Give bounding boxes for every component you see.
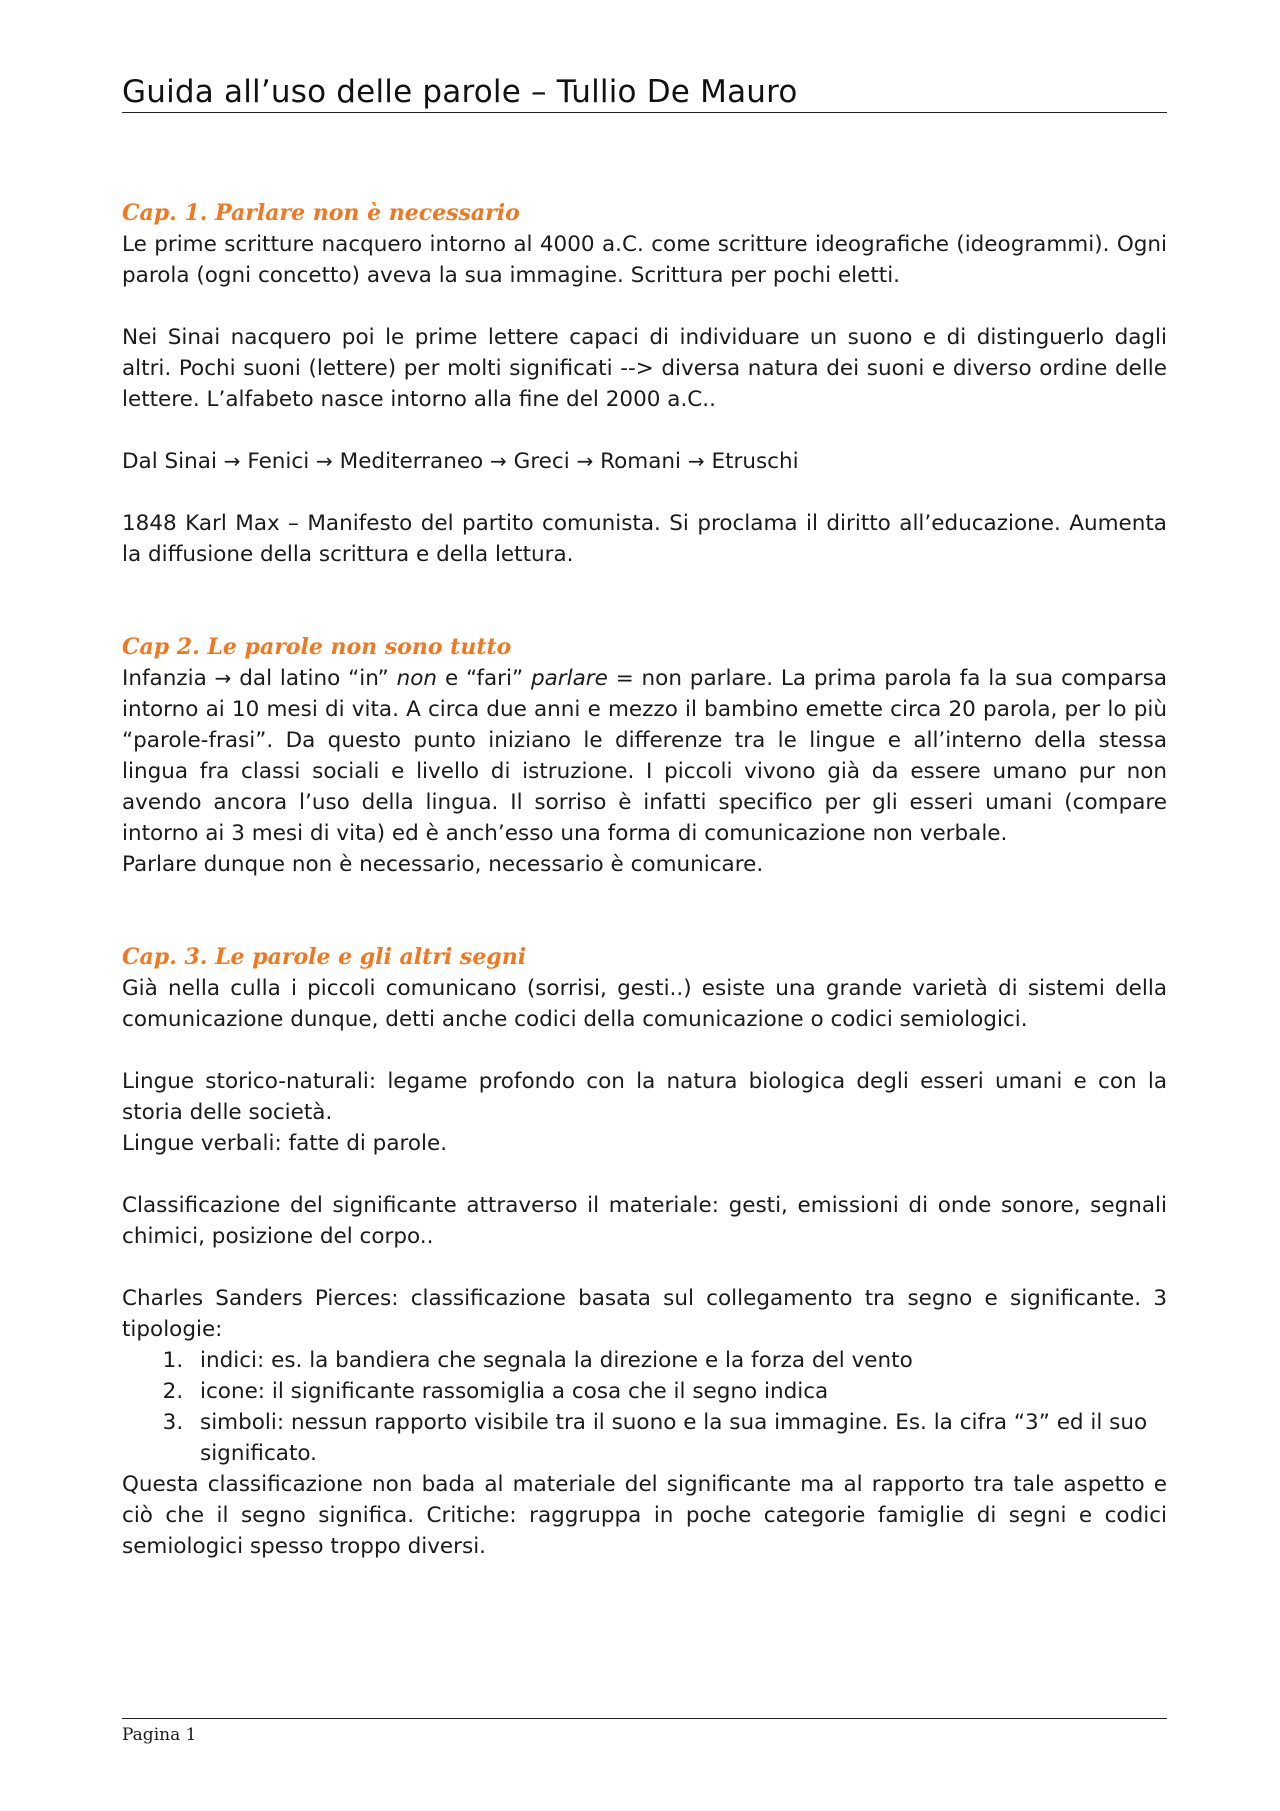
chapter-1-paragraph-2: Nei Sinai nacquero poi le prime lettere capaci di individuare un suono e di distinguerlo dagli altri. Pochi suoni (lettere) per molti significati --> diversa natura dei suoni e diverso ordine delle lettere. L’alfabeto nasce intorno alla fine del 2000 a.C..: [122, 325, 1167, 412]
text-span: e “fari”: [444, 666, 524, 691]
chain-item: Etruschi: [711, 449, 799, 474]
chapter-3-paragraph-4: Classificazione del significante attraverso il materiale: gesti, emissioni di onde sonore, segnali chimici, posizione del corpo..: [122, 1193, 1167, 1249]
list-item: 2. icone: il significante rassomiglia a cosa che il segno indica: [190, 1376, 1167, 1407]
chain-item: Greci: [513, 449, 570, 474]
page-header: [122, 74, 1167, 113]
chapter-3-paragraph-1: Già nella culla i piccoli comunicano (sorrisi, gesti..) esiste una grande varietà di sistemi della comunicazione dunque, detti anche codici della comunicazione o codici semiologici.: [122, 976, 1167, 1032]
sign-types-list: [122, 1345, 1167, 1469]
chapter-2-paragraph-1: [122, 663, 1167, 849]
arrow-right-icon: →: [576, 449, 594, 473]
arrow-right-icon: →: [687, 449, 705, 473]
chapter-1-paragraph-3: 1848 Karl Max – Manifesto del partito comunista. Si proclama il diritto all’educazione. Aumenta la diffusione della scrittura e della lettura.: [122, 511, 1167, 567]
arrow-right-icon: →: [223, 449, 241, 473]
chapter-3-paragraph-2: Lingue storico-naturali: legame profondo con la natura biologica degli esseri umani e con la storia delle società.: [122, 1069, 1167, 1125]
document-body: [122, 198, 1167, 1562]
chapter-3-paragraph-3: Lingue verbali: fatte di parole.: [122, 1131, 448, 1156]
chain-item: Mediterraneo: [339, 449, 484, 474]
text-span: Infanzia: [122, 666, 207, 691]
alphabet-chain: [122, 446, 1167, 477]
chapter-3-paragraph-6: Questa classificazione non bada al materiale del significante ma al rapporto tra tale aspetto e ciò che il segno significa. Critiche: raggruppa in poche categorie famiglie di segni e codici semiologici spesso troppo diversi.: [122, 1472, 1167, 1559]
arrow-right-icon: →: [490, 449, 507, 473]
text-span: = non parlare. La prima parola fa la sua comparsa intorno ai 10 mesi di vita. A circa due anni e mezzo il bambino emette circa 20 parola, per lo più “parole-frasi”. Da questo punto iniziano le differenze tra le lingue e all’interno della stessa lingua fra classi sociali e livello di istruzione. I piccoli vivono già da essere umano pur non avendo ancora l’uso della lingua. Il sorriso è infatti specifico per gli esseri umani (compare intorno ai 3 mesi di vita) ed è anch’esso una forma di comunicazione non verbale.: [122, 666, 1168, 846]
italic-term: non: [396, 666, 438, 691]
list-item: 1. indici: es. la bandiera che segnala la direzione e la forza del vento: [190, 1345, 1167, 1376]
chain-item: Dal Sinai: [122, 449, 217, 474]
list-item: 3. simboli: nessun rapporto visibile tra il suono e la sua immagine. Es. la cifra “3” ed il suo significato.: [190, 1407, 1167, 1469]
text-span: dal latino “in”: [239, 666, 389, 691]
chapter-2-title: Cap 2. Le parole non sono tutto: [122, 634, 512, 660]
document-title: Guida all’uso delle parole – Tullio De Mauro: [122, 74, 798, 110]
italic-term: parlare: [530, 666, 608, 691]
arrow-right-icon: →: [316, 449, 333, 473]
page-footer: [122, 1718, 1167, 1745]
chain-item: Fenici: [247, 449, 310, 474]
chain-item: Romani: [600, 449, 682, 474]
chapter-2-paragraph-2: Parlare dunque non è necessario, necessario è comunicare.: [122, 852, 764, 877]
chapter-3-paragraph-5: Charles Sanders Pierces: classificazione basata sul collegamento tra segno e significante. 3 tipologie:: [122, 1286, 1167, 1342]
chapter-1-paragraph-1: Le prime scritture nacquero intorno al 4000 a.C. come scritture ideografiche (ideogrammi). Ogni parola (ogni concetto) aveva la sua immagine. Scrittura per pochi eletti.: [122, 232, 1167, 288]
page-number: Pagina 1: [122, 1725, 197, 1745]
chapter-1-title: Cap. 1. Parlare non è necessario: [122, 200, 520, 226]
arrow-right-icon: →: [214, 666, 232, 690]
chapter-3-title: Cap. 3. Le parole e gli altri segni: [122, 944, 527, 970]
